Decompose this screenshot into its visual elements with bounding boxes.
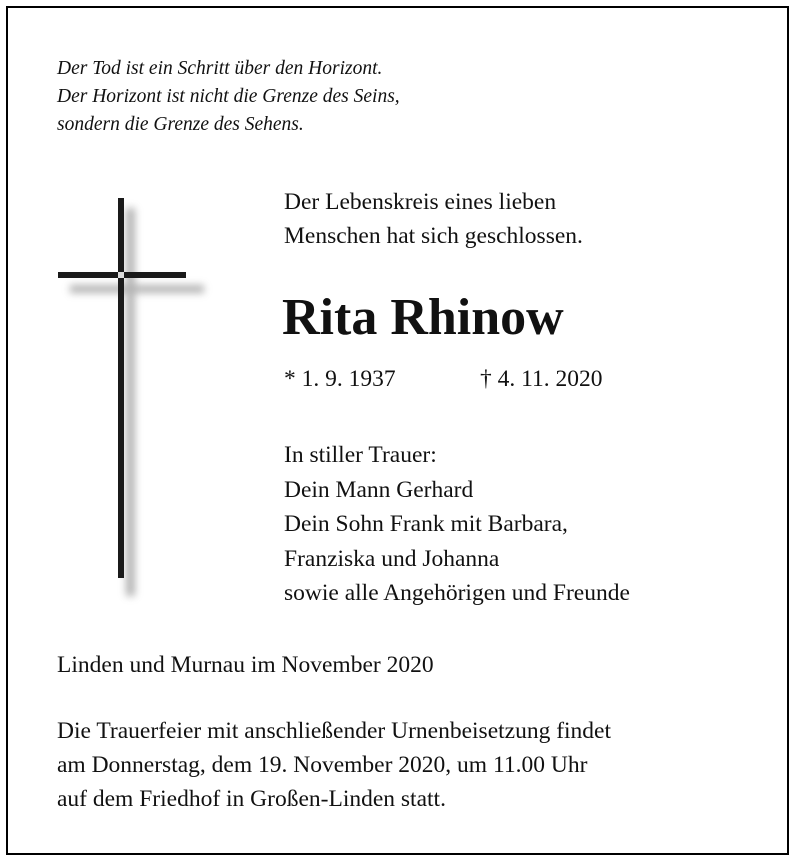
birth-date: * 1. 9. 1937 [284, 366, 396, 392]
mourners-line: Dein Mann Gerhard [284, 476, 474, 503]
service-line: am Donnerstag, dem 19. November 2020, um 11.00 Uhr [57, 752, 588, 778]
quote-line: Der Tod ist ein Schritt über den Horizont. [57, 58, 383, 79]
mourners-list [284, 438, 630, 611]
service-line: auf dem Friedhof in Großen-Linden statt. [57, 786, 446, 812]
intro-text [284, 185, 583, 253]
service-info [57, 714, 611, 816]
mourners-line: Franziska und Johanna [284, 545, 500, 572]
deceased-name: Rita Rhinow [282, 289, 564, 346]
quote-line: Der Horizont ist nicht die Grenze des Seins, [57, 86, 400, 107]
epigraph-quote [57, 55, 400, 139]
death-date: † 4. 11. 2020 [480, 366, 603, 392]
place-date: Linden und Murnau im November 2020 [57, 652, 434, 678]
intro-line: Menschen hat sich geschlossen. [284, 223, 583, 249]
intro-line: Der Lebenskreis eines lieben [284, 189, 557, 215]
mourners-line: sowie alle Angehörigen und Freunde [284, 580, 630, 606]
life-dates [284, 362, 603, 396]
mourners-line: Dein Sohn Frank mit Barbara, [284, 511, 568, 537]
quote-line: sondern die Grenze des Sehens. [57, 114, 304, 135]
service-line: Die Trauerfeier mit anschließender Urnenbeisetzung findet [57, 718, 612, 744]
mourners-line: In stiller Trauer: [284, 442, 437, 468]
